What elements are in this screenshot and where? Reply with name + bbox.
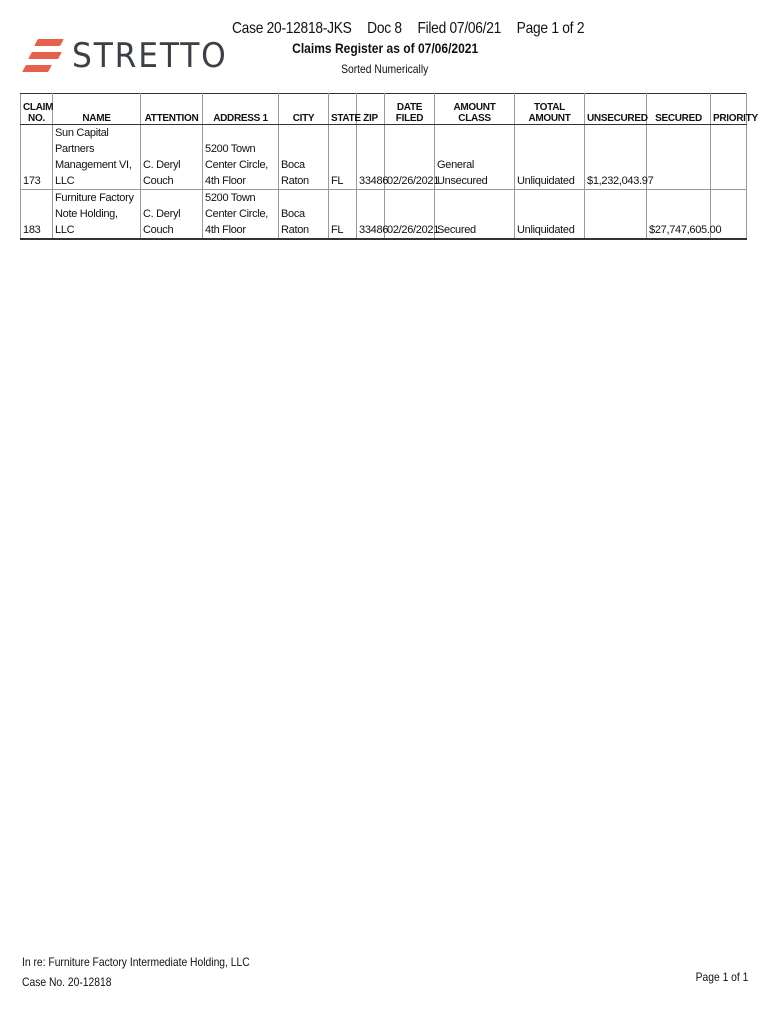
total-amount-cell: Unliquidated xyxy=(515,190,585,240)
col-amount-class: AMOUNT CLASS xyxy=(435,94,515,125)
state-cell: FL xyxy=(329,190,357,240)
city-cell: Boca Raton xyxy=(279,125,329,190)
col-address1: ADDRESS 1 xyxy=(203,94,279,125)
date-filed-cell: 02/26/2021 xyxy=(385,190,435,240)
case-number: Case 20-12818-JKS xyxy=(232,20,352,37)
amount-class-cell: Secured xyxy=(435,190,515,240)
doc-number: Doc 8 xyxy=(367,20,402,37)
col-claim-no: CLAIM NO. xyxy=(21,94,53,125)
logo-text: STRETTO xyxy=(72,36,228,76)
col-attention: ATTENTION xyxy=(141,94,203,125)
footer-in-re: In re: Furniture Factory Intermediate Holding, LLC xyxy=(22,955,250,969)
attention-cell: C. Deryl Couch xyxy=(141,125,203,190)
filed-date: Filed 07/06/21 xyxy=(417,20,502,37)
name-cell: Sun Capital Partners Management VI, LLC xyxy=(53,125,141,190)
col-name: NAME xyxy=(53,94,141,125)
city-cell: Boca Raton xyxy=(279,190,329,240)
sort-note: Sorted Numerically xyxy=(341,62,429,76)
col-state: STATE xyxy=(329,94,357,125)
court-filing-header xyxy=(232,20,596,38)
state-cell: FL xyxy=(329,125,357,190)
zip-cell: 33486 xyxy=(357,190,385,240)
secured-cell xyxy=(647,125,711,190)
zip-cell: 33486 xyxy=(357,125,385,190)
footer-page-number: Page 1 of 1 xyxy=(695,970,748,984)
col-secured: SECURED xyxy=(647,94,711,125)
page-title: Claims Register as of 07/06/2021 xyxy=(291,40,479,56)
total-amount-cell: Unliquidated xyxy=(515,125,585,190)
table-row xyxy=(21,125,747,190)
col-unsecured: UNSECURED xyxy=(585,94,647,125)
address1-cell: 5200 Town Center Circle, 4th Floor xyxy=(203,125,279,190)
claim-no-cell: 173 xyxy=(21,125,53,190)
priority-cell xyxy=(711,125,747,190)
address1-cell: 5200 Town Center Circle, 4th Floor xyxy=(203,190,279,240)
col-date-filed: DATE FILED xyxy=(385,94,435,125)
name-cell: Furniture Factory Note Holding, LLC xyxy=(53,190,141,240)
footer-case-number: Case No. 20-12818 xyxy=(22,975,112,989)
col-total-amount: TOTAL AMOUNT xyxy=(515,94,585,125)
secured-cell: $27,747,605.00 xyxy=(647,190,711,240)
page-indicator: Page 1 of 2 xyxy=(516,20,585,37)
unsecured-cell xyxy=(585,190,647,240)
date-filed-cell: 02/26/2021 xyxy=(385,125,435,190)
claims-register-table xyxy=(20,93,758,240)
amount-class-cell: General Unsecured xyxy=(435,125,515,190)
table-header-row xyxy=(21,94,747,125)
claim-no-cell: 183 xyxy=(21,190,53,240)
table-row xyxy=(21,190,747,240)
col-zip: ZIP xyxy=(357,94,385,125)
attention-cell: C. Deryl Couch xyxy=(141,190,203,240)
unsecured-cell: $1,232,043.97 xyxy=(585,125,647,190)
footer-case-info xyxy=(22,952,287,992)
col-city: CITY xyxy=(279,94,329,125)
col-priority: PRIORITY xyxy=(711,94,747,125)
